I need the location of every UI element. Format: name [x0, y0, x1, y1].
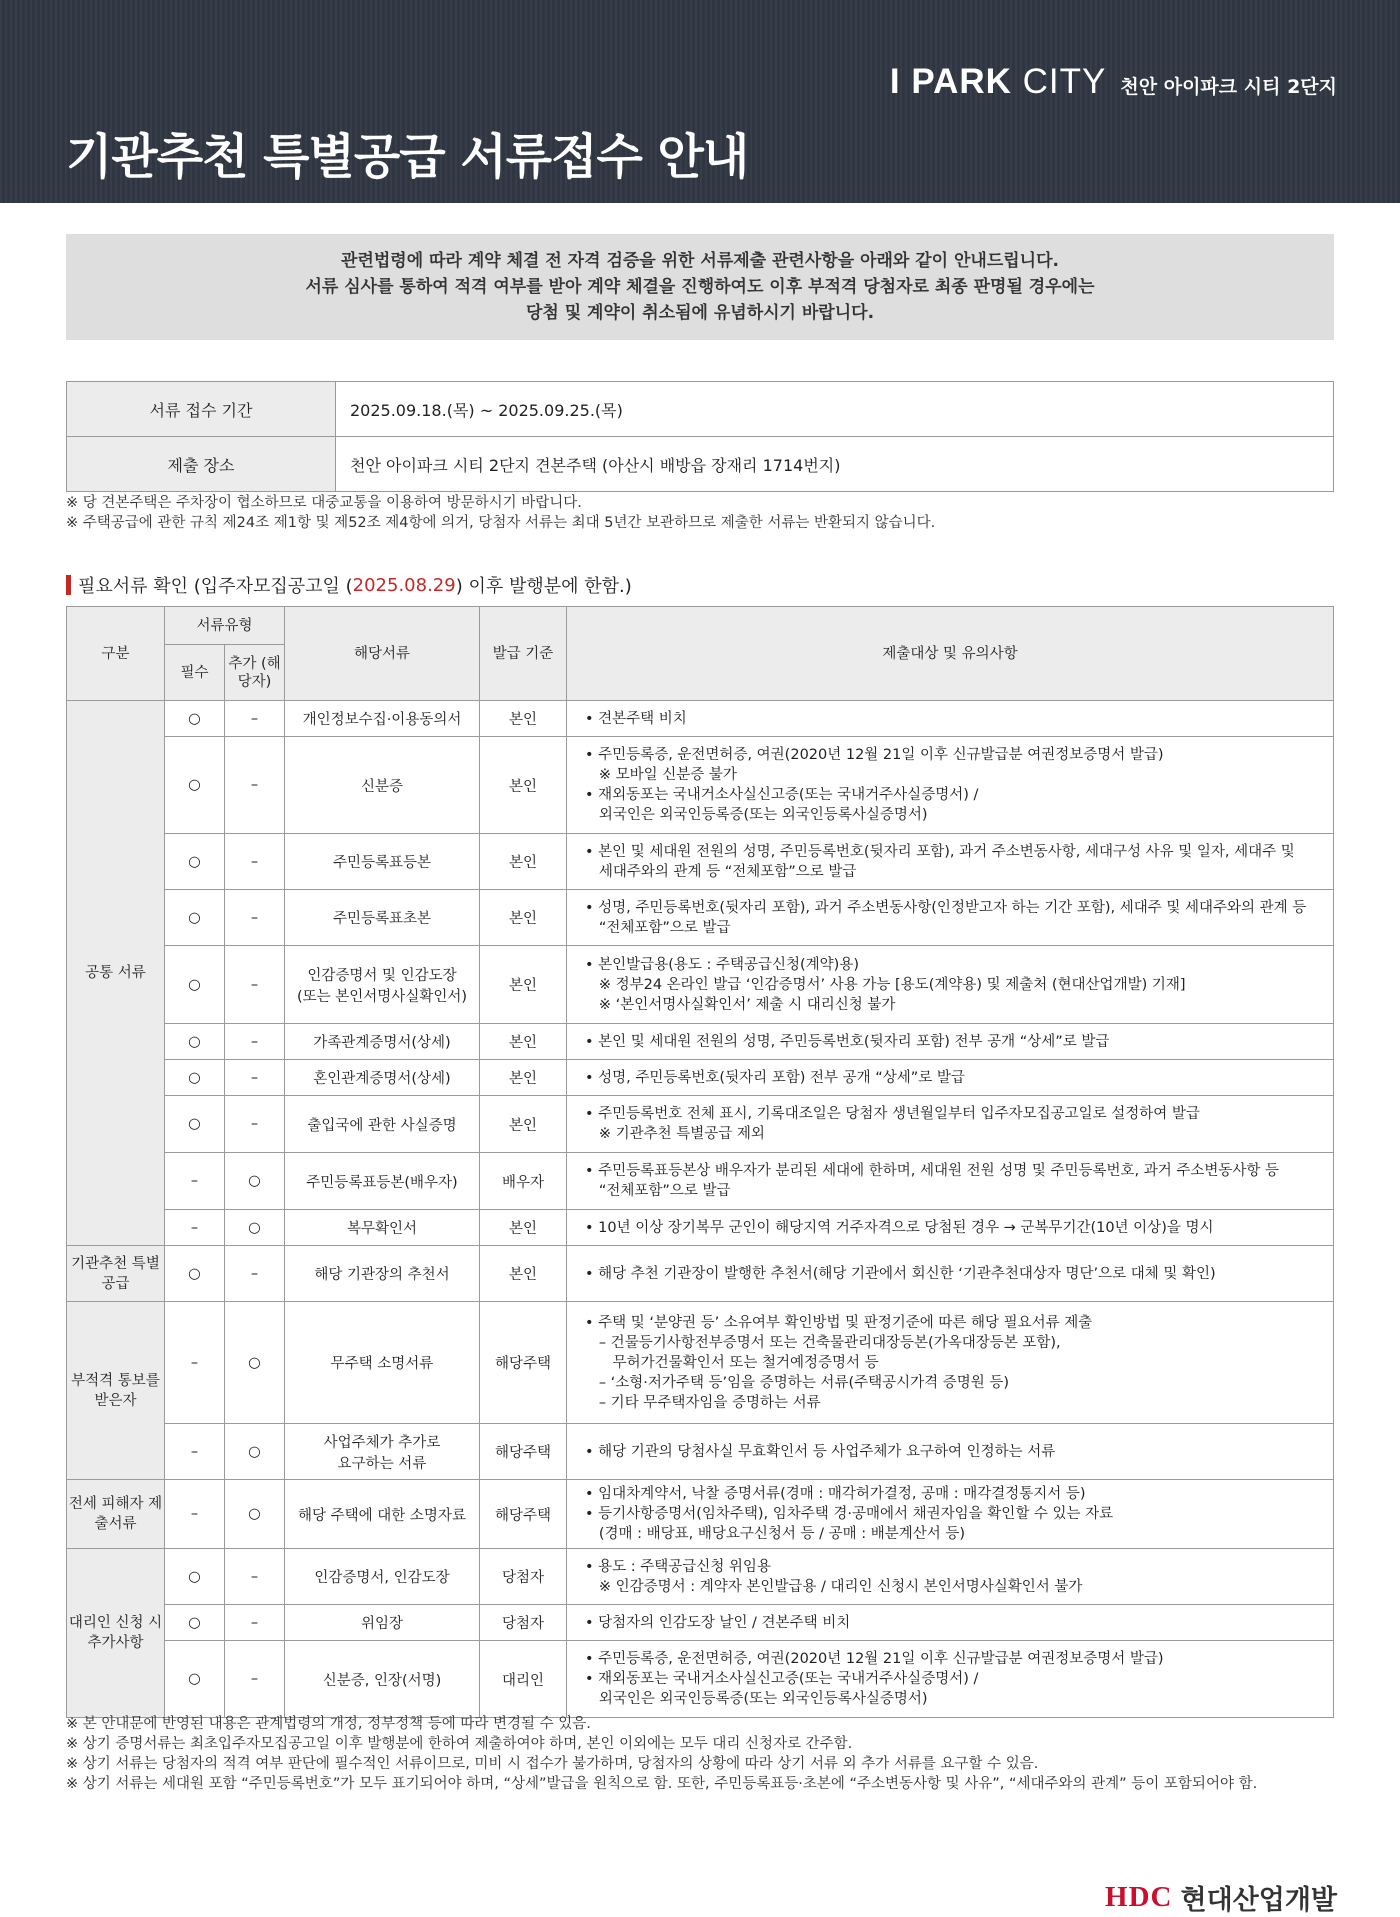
required-mark: ○: [165, 1549, 225, 1605]
brand-subtitle: 천안 아이파크 시티 2단지: [1120, 76, 1337, 98]
issue-basis: 해당주택: [480, 1424, 567, 1480]
table-row: [67, 1060, 1334, 1096]
detail-line: – ‘소형·저가주택 등’임을 증명하는 서류(주택공시가격 증명원 등): [585, 1374, 1010, 1391]
detail-cell: [567, 1480, 1334, 1549]
document-name: 사업주체가 추가로 요구하는 서류: [285, 1424, 480, 1480]
document-name: 인감증명서, 인감도장: [285, 1549, 480, 1605]
detail-line: • 본인 및 세대원 전원의 성명, 주민등록번호(뒷자리 포함), 과거 주소변동사항, 세대구성 사유 및 일자, 세대주 및: [585, 843, 1295, 860]
detail-line: • 재외동포는 국내거소사실신고증(또는 국내거주사실증명서) /: [585, 1671, 979, 1687]
detail-line: • 주민등록증, 운전면허증, 여권(2020년 12월 21일 이후 신규발급분 여권정보증명서 발급): [585, 747, 1164, 763]
table-row: [67, 890, 1334, 946]
document-name: 주민등록표등본(배우자): [285, 1153, 480, 1210]
table-row: [67, 1480, 1334, 1549]
required-mark: –: [165, 1210, 225, 1246]
required-mark: ○: [165, 1246, 225, 1302]
table-row: [67, 1549, 1334, 1605]
detail-line: • 본인 및 세대원 전원의 성명, 주민등록번호(뒷자리 포함) 전부 공개 “상세”로 발급: [585, 1033, 1110, 1050]
header-banner: [0, 0, 1400, 203]
detail-line: • 해당 기관의 당첨사실 무효확인서 등 사업주체가 요구하여 인정하는 서류: [585, 1443, 1056, 1460]
additional-mark: –: [225, 834, 285, 890]
detail-line: • 성명, 주민등록번호(뒷자리 포함), 과거 주소변동사항(인정받고자 하는 기간 포함), 세대주 및 세대주와의 관계 등: [585, 899, 1307, 916]
additional-mark: –: [225, 1641, 285, 1718]
detail-cell: [567, 737, 1334, 834]
additional-mark: –: [225, 890, 285, 946]
document-name: 가족관계증명서(상세): [285, 1024, 480, 1060]
notice-line: 관련법령에 따라 계약 체결 전 자격 검증을 위한 서류제출 관련사항을 아래와 같이 안내드립니다.: [341, 251, 1059, 271]
detail-cell: [567, 701, 1334, 737]
note-line: ※ 상기 증명서류는 최초입주자모집공고일 이후 발행분에 한하여 제출하여야 하며, 본인 이외에는 모두 대리 신청자로 간주함.: [66, 1736, 853, 1752]
detail-line: • 용도 : 주택공급신청 위임용: [585, 1558, 771, 1575]
issue-basis: 본인: [480, 946, 567, 1024]
bottom-notes: [66, 1714, 1257, 1794]
issue-basis: 본인: [480, 1246, 567, 1302]
place-label: 제출 장소: [67, 437, 336, 492]
required-mark: ○: [165, 1605, 225, 1641]
detail-line: “전체포함”으로 발급: [585, 919, 731, 936]
page-title: 기관추천 특별공급 서류접수 안내: [66, 129, 749, 185]
document-name: 인감증명서 및 인감도장 (또는 본인서명사실확인서): [285, 946, 480, 1024]
detail-cell: [567, 1153, 1334, 1210]
detail-line: ※ 모바일 신분증 불가: [585, 767, 737, 783]
issue-basis: 해당주택: [480, 1302, 567, 1424]
detail-line: – 건물등기사항전부증명서 또는 건축물관리대장등본(가옥대장등본 포함),: [585, 1334, 1061, 1351]
document-name: 복무확인서: [285, 1210, 480, 1246]
detail-cell: [567, 1424, 1334, 1480]
brand: [890, 62, 1337, 102]
additional-mark: –: [225, 1605, 285, 1641]
required-mark: ○: [165, 1060, 225, 1096]
detail-line: “전체포함”으로 발급: [585, 1183, 731, 1199]
detail-cell: [567, 1060, 1334, 1096]
section-title-suffix: ) 이후 발행분에 한함.): [455, 576, 632, 597]
table-row: [67, 1024, 1334, 1060]
detail-line: • 주택 및 ‘분양권 등’ 소유여부 확인방법 및 판정기준에 따른 해당 필요서류 제출: [585, 1314, 1093, 1331]
hdc-logo: [1105, 1878, 1337, 1917]
header-doc-type: 서류유형: [165, 607, 285, 645]
required-mark: –: [165, 1480, 225, 1549]
required-mark: ○: [165, 834, 225, 890]
detail-line: • 주민등록표등본상 배우자가 분리된 세대에 한하며, 세대원 전원 성명 및 주민등록번호, 과거 주소변동사항 등: [585, 1163, 1279, 1179]
detail-line: • 해당 추천 기관장이 발행한 추천서(해당 기관에서 회신한 ‘기관추천대상자 명단’으로 대체 및 확인): [585, 1265, 1216, 1282]
note-line: ※ 상기 서류는 당첨자의 적격 여부 판단에 필수적인 서류이므로, 미비 시 접수가 불가하며, 당첨자의 상황에 따라 상기 서류 외 추가 서류를 요구할 수 있음.: [66, 1756, 1039, 1772]
hdc-korean-name: 현대산업개발: [1180, 1885, 1337, 1916]
hdc-wordmark: HDC: [1105, 1881, 1173, 1913]
header-document: 해당서류: [285, 607, 480, 701]
period-value: 2025.09.18.(목) ~ 2025.09.25.(목): [336, 382, 1334, 437]
additional-mark: ○: [225, 1210, 285, 1246]
table-row: [67, 701, 1334, 737]
place-value: 천안 아이파크 시티 2단지 견본주택 (아산시 배방읍 장재리 1714번지): [336, 437, 1334, 492]
detail-line: 무허가건물확인서 또는 철거예정증명서 등: [585, 1354, 879, 1371]
ipark-city-logo: I PARK CITY: [889, 62, 1107, 101]
table-row: [67, 1096, 1334, 1153]
group-label: 기관추천 특별공급: [67, 1246, 165, 1302]
notice-line: 서류 심사를 통하여 적격 여부를 받아 계약 체결을 진행하여도 이후 부적격 당첨자로 최종 판명될 경우에는: [305, 277, 1095, 297]
issue-basis: 본인: [480, 737, 567, 834]
detail-line: ※ 기관추천 특별공급 제외: [585, 1126, 765, 1142]
required-mark: –: [165, 1424, 225, 1480]
header-additional: 추가 (해당자): [225, 645, 285, 701]
additional-mark: ○: [225, 1153, 285, 1210]
detail-cell: [567, 1549, 1334, 1605]
group-label: 부적격 통보를 받은자: [67, 1302, 165, 1480]
note-line: ※ 주택공급에 관한 규칙 제24조 제1항 및 제52조 제4항에 의거, 당첨자 서류는 최대 5년간 보관하므로 제출한 서류는 반환되지 않습니다.: [66, 515, 936, 531]
issue-basis: 대리인: [480, 1641, 567, 1718]
section-title-date: 2025.08.29: [352, 574, 456, 596]
issue-basis: 본인: [480, 1210, 567, 1246]
section-marker-bar: [66, 575, 71, 595]
document-name: 주민등록표등본: [285, 834, 480, 890]
table-row: [67, 1641, 1334, 1718]
document-name: 출입국에 관한 사실증명: [285, 1096, 480, 1153]
document-name: 주민등록표초본: [285, 890, 480, 946]
notice-line: 당첨 및 계약이 취소됨에 유념하시기 바랍니다.: [525, 303, 875, 323]
detail-line: – 기타 무주택자임을 증명하는 서류: [585, 1394, 821, 1411]
detail-line: 외국인은 외국인등록증(또는 외국인등록사실증명서): [585, 807, 928, 823]
additional-mark: ○: [225, 1424, 285, 1480]
table-row: [67, 1246, 1334, 1302]
required-mark: ○: [165, 737, 225, 834]
issue-basis: 본인: [480, 890, 567, 946]
detail-cell: [567, 1024, 1334, 1060]
detail-cell: [567, 834, 1334, 890]
required-documents-table: [66, 606, 1334, 1718]
table-row: [67, 1153, 1334, 1210]
additional-mark: –: [225, 1060, 285, 1096]
top-notes: [66, 493, 935, 533]
submission-info-table: [66, 381, 1334, 492]
detail-cell: [567, 1096, 1334, 1153]
required-mark: ○: [165, 1641, 225, 1718]
additional-mark: –: [225, 1096, 285, 1153]
note-line: ※ 당 견본주택은 주차장이 협소하므로 대중교통을 이용하여 방문하시기 바랍니다.: [66, 495, 582, 511]
document-name: 위임장: [285, 1605, 480, 1641]
required-mark: ○: [165, 946, 225, 1024]
additional-mark: ○: [225, 1480, 285, 1549]
issue-basis: 당첨자: [480, 1605, 567, 1641]
header-detail: 제출대상 및 유의사항: [567, 607, 1334, 701]
required-mark: –: [165, 1302, 225, 1424]
required-mark: –: [165, 1153, 225, 1210]
detail-cell: [567, 1605, 1334, 1641]
additional-mark: –: [225, 946, 285, 1024]
detail-cell: [567, 1246, 1334, 1302]
detail-line: 세대주와의 관계 등 “전체포함”으로 발급: [585, 863, 857, 880]
table-row: [67, 737, 1334, 834]
issue-basis: 당첨자: [480, 1549, 567, 1605]
additional-mark: –: [225, 1024, 285, 1060]
document-name: 해당 주택에 대한 소명자료: [285, 1480, 480, 1549]
detail-cell: [567, 890, 1334, 946]
additional-mark: –: [225, 737, 285, 834]
note-line: ※ 본 안내문에 반영된 내용은 관계법령의 개정, 정부정책 등에 따라 변경될 수 있음.: [66, 1716, 591, 1732]
required-mark: ○: [165, 1096, 225, 1153]
document-name: 신분증: [285, 737, 480, 834]
detail-cell: [567, 1210, 1334, 1246]
table-row: [67, 946, 1334, 1024]
required-mark: ○: [165, 1024, 225, 1060]
group-label: 대리인 신청 시 추가사항: [67, 1549, 165, 1718]
detail-line: • 재외동포는 국내거소사실신고증(또는 국내거주사실증명서) /: [585, 787, 979, 803]
detail-cell: [567, 946, 1334, 1024]
issue-basis: 해당주택: [480, 1480, 567, 1549]
additional-mark: –: [225, 701, 285, 737]
note-line: ※ 상기 서류는 세대원 포함 “주민등록번호”가 모두 표기되어야 하며, “상세”발급을 원칙으로 함. 또한, 주민등록표등·초본에 “주소변동사항 및 사유”, “세대주와의 관계” 등이 포함되어야 함.: [66, 1776, 1258, 1792]
table-row: [67, 1424, 1334, 1480]
detail-line: ※ 인감증명서 : 계약자 본인발급용 / 대리인 신청시 본인서명사실확인서 불가: [585, 1578, 1083, 1595]
detail-line: • 본인발급용(용도 : 주택공급신청(계약)용): [585, 956, 860, 973]
detail-line: (경매 : 배당표, 배당요구신청서 등 / 공매 : 배분계산서 등): [585, 1526, 966, 1542]
detail-line: ※ ‘본인서명사실확인서’ 제출 시 대리신청 불가: [585, 996, 896, 1013]
detail-cell: [567, 1641, 1334, 1718]
period-label: 서류 접수 기간: [67, 382, 336, 437]
header-required: 필수: [165, 645, 225, 701]
header-basis: 발급 기준: [480, 607, 567, 701]
table-row: [67, 834, 1334, 890]
issue-basis: 본인: [480, 1060, 567, 1096]
issue-basis: 배우자: [480, 1153, 567, 1210]
detail-line: • 견본주택 비치: [585, 710, 687, 727]
detail-line: • 당첨자의 인감도장 날인 / 견본주택 비치: [585, 1614, 851, 1631]
additional-mark: –: [225, 1246, 285, 1302]
document-name: 개인정보수집·이용동의서: [285, 701, 480, 737]
issue-basis: 본인: [480, 834, 567, 890]
detail-line: • 주민등록증, 운전면허증, 여권(2020년 12월 21일 이후 신규발급분 여권정보증명서 발급): [585, 1651, 1164, 1667]
notice-box: [66, 234, 1334, 340]
issue-basis: 본인: [480, 1096, 567, 1153]
section-title: [66, 572, 632, 598]
table-row: [67, 1210, 1334, 1246]
detail-line: • 임대차계약서, 낙찰 증명서류(경매 : 매각허가결정, 공매 : 매각결정통지서 등): [585, 1486, 1086, 1502]
detail-line: 외국인은 외국인등록증(또는 외국인등록사실증명서): [585, 1691, 928, 1707]
detail-line: • 주민등록번호 전체 표시, 기록대조일은 당첨자 생년월일부터 입주자모집공고일로 설정하여 발급: [585, 1106, 1200, 1122]
detail-line: • 10년 이상 장기복무 군인이 해당지역 거주자격으로 당첨된 경우 → 군복무기간(10년 이상)을 명시: [585, 1219, 1214, 1236]
issue-basis: 본인: [480, 1024, 567, 1060]
document-name: 무주택 소명서류: [285, 1302, 480, 1424]
additional-mark: ○: [225, 1302, 285, 1424]
required-mark: ○: [165, 701, 225, 737]
document-name: 신분증, 인장(서명): [285, 1641, 480, 1718]
additional-mark: –: [225, 1549, 285, 1605]
document-name: 혼인관계증명서(상세): [285, 1060, 480, 1096]
required-mark: ○: [165, 890, 225, 946]
group-label: 공통 서류: [67, 701, 165, 1246]
detail-line: ※ 정부24 온라인 발급 ‘인감증명서’ 사용 가능 [용도(계약용) 및 제출처 (현대산업개발) 기재]: [585, 976, 1186, 993]
detail-cell: [567, 1302, 1334, 1424]
table-row: [67, 1605, 1334, 1641]
header-group: 구분: [67, 607, 165, 701]
section-title-prefix: 필요서류 확인 (입주자모집공고일 (: [78, 576, 353, 597]
detail-line: • 등기사항증명서(임차주택), 임차주택 경·공매에서 채권자임을 확인할 수 있는 자료: [585, 1506, 1114, 1522]
table-row: [67, 1302, 1334, 1424]
issue-basis: 본인: [480, 701, 567, 737]
document-name: 해당 기관장의 추천서: [285, 1246, 480, 1302]
group-label: 전세 피해자 제출서류: [67, 1480, 165, 1549]
detail-line: • 성명, 주민등록번호(뒷자리 포함) 전부 공개 “상세”로 발급: [585, 1069, 965, 1086]
